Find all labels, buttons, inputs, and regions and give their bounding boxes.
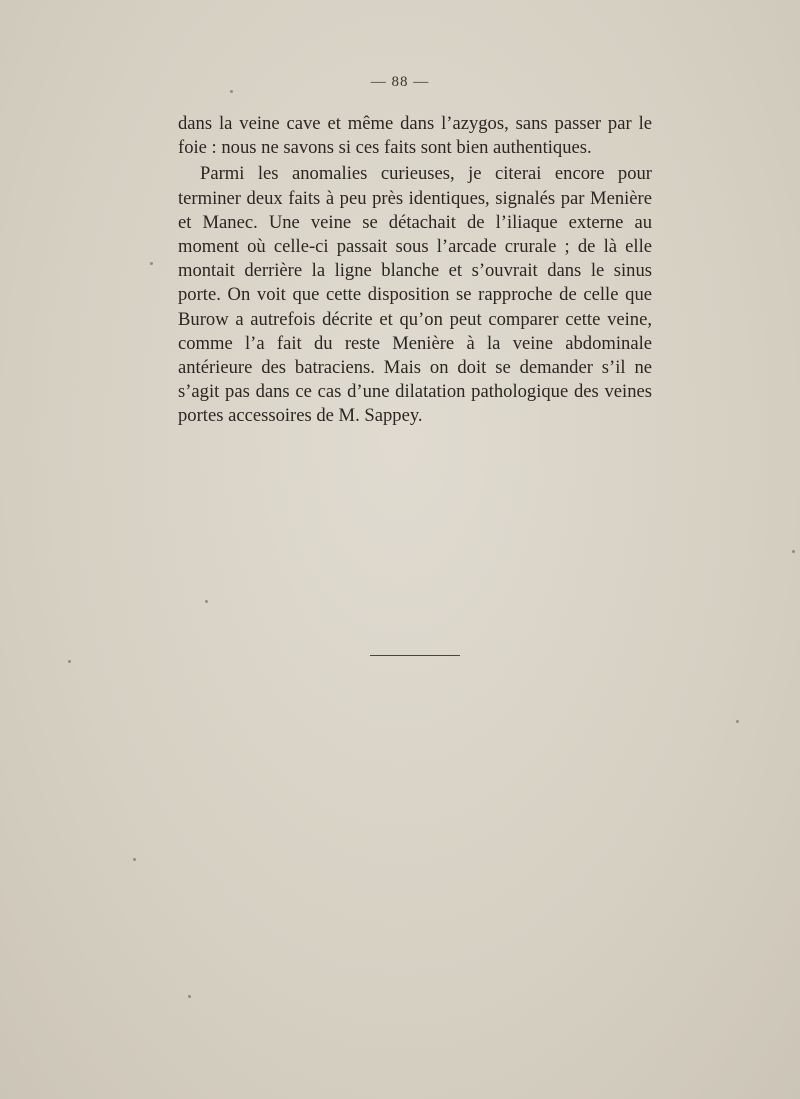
paragraph-anomalies: Parmi les anomalies curieuses, je citerai encore pour terminer deux faits à peu près identiques, signalés par Menière et Manec. Une veine se détachait de l’iliaque externe au moment où celle-ci passait sous l’arcade crurale ; de là elle montait derrière la ligne blanche et s’ouvrait dans le sinus porte. On voit que cette disposition se rapproche de celle que Burow a autrefois décrite et qu’on peut comparer cette veine, comme l’a fait du reste Menière à la veine abdominale antérieure des batraciens. Mais on doit se demander s’il ne s’agit pas dans ce cas d’une dilatation pathologique des veines portes accessoires de M. Sappey. bbox=[178, 163, 652, 427]
paper-speck bbox=[792, 550, 795, 553]
page-number: — 88 — bbox=[370, 74, 430, 90]
paragraph-continuation: dans la veine cave et même dans l’azygos, sans passer par le foie : nous ne savons si ces faits sont bien authentiques. bbox=[178, 113, 652, 159]
body-text bbox=[178, 112, 652, 429]
paper-speck bbox=[150, 262, 153, 265]
paper-speck bbox=[205, 600, 208, 603]
paper-speck bbox=[188, 995, 191, 998]
paper-speck bbox=[736, 720, 739, 723]
paper-speck bbox=[230, 90, 233, 93]
paper-speck bbox=[68, 660, 71, 663]
section-separator-rule bbox=[370, 655, 460, 656]
paper-speck bbox=[133, 858, 136, 861]
